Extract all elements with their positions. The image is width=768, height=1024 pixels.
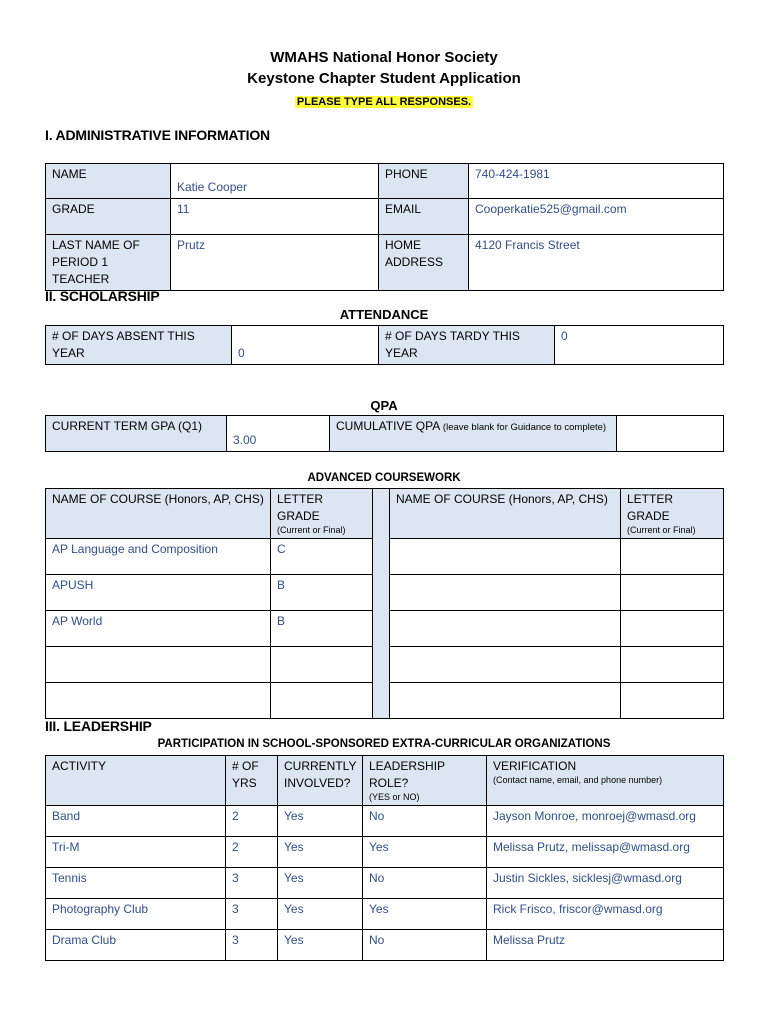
cumulative-field[interactable]: [617, 416, 724, 452]
activities-table: [45, 755, 724, 961]
email-field[interactable]: Cooperkatie525@gmail.com: [469, 199, 724, 235]
coursework-table: [45, 488, 724, 719]
course-grade-field[interactable]: [621, 575, 724, 611]
course-field[interactable]: AP World: [46, 611, 271, 647]
grade-col-note-left: (Current or Final): [277, 525, 346, 535]
tardy-label: # OF DAYS TARDY THIS YEAR: [379, 326, 555, 365]
attendance-table: [45, 325, 724, 365]
role-field[interactable]: No: [363, 806, 487, 837]
activity-row: [46, 930, 724, 961]
course-grade-field[interactable]: B: [271, 575, 373, 611]
address-field[interactable]: 4120 Francis Street: [469, 235, 724, 291]
current-field[interactable]: Yes: [278, 837, 363, 868]
yrs-field[interactable]: 3: [226, 930, 278, 961]
course-grade-field[interactable]: C: [271, 539, 373, 575]
name-label: NAME: [46, 164, 171, 199]
coursework-title: ADVANCED COURSEWORK: [307, 472, 461, 484]
activity-row: [46, 806, 724, 837]
cumulative-note: (leave blank for Guidance to complete): [442, 422, 607, 433]
course-field[interactable]: [390, 539, 621, 575]
yrs-field[interactable]: 3: [226, 899, 278, 930]
teacher-field[interactable]: Prutz: [171, 235, 379, 291]
course-grade-field[interactable]: [621, 683, 724, 719]
grade-col-header-right: [621, 489, 724, 539]
name-field[interactable]: Katie Cooper: [171, 164, 379, 199]
course-field[interactable]: [390, 611, 621, 647]
current-field[interactable]: Yes: [278, 930, 363, 961]
yrs-col-line1: # OF: [232, 759, 259, 773]
grade-col-label-right: LETTER GRADE: [627, 492, 674, 523]
current-col-line1: CURRENTLY: [284, 759, 357, 773]
role-col-label: LEADERSHIP ROLE?: [369, 759, 445, 790]
address-label-line1: HOME: [385, 238, 421, 252]
yrs-col-line2: YRS: [232, 776, 257, 790]
current-col-header: [278, 756, 363, 806]
cumulative-label-text: CUMULATIVE QPA: [336, 419, 440, 433]
verify-col-header: [487, 756, 724, 806]
participation-title: PARTICIPATION IN SCHOOL-SPONSORED EXTRA-CURRICULAR ORGANIZATIONS: [157, 738, 611, 750]
activity-row: [46, 899, 724, 930]
phone-field[interactable]: 740-424-1981: [469, 164, 724, 199]
qpa-title: QPA: [370, 398, 398, 413]
course-grade-field[interactable]: [271, 683, 373, 719]
gpa-field[interactable]: 3.00: [227, 416, 330, 452]
phone-label: PHONE: [379, 164, 469, 199]
course-field[interactable]: [46, 683, 271, 719]
email-label: EMAIL: [379, 199, 469, 235]
absent-label: # OF DAYS ABSENT THIS YEAR: [46, 326, 232, 365]
address-label: [379, 235, 469, 291]
type-notice: PLEASE TYPE ALL RESPONSES.: [296, 96, 472, 108]
section-scholarship-title: II. SCHOLARSHIP: [45, 288, 160, 304]
role-field[interactable]: No: [363, 930, 487, 961]
yrs-field[interactable]: 2: [226, 837, 278, 868]
gpa-label: CURRENT TERM GPA (Q1): [46, 416, 227, 452]
course-col-header-right: NAME OF COURSE (Honors, AP, CHS): [390, 489, 621, 539]
course-field[interactable]: [46, 647, 271, 683]
teacher-label-line2: PERIOD 1 TEACHER: [52, 255, 110, 286]
role-col-note: (YES or NO): [369, 792, 420, 802]
activity-row: [46, 837, 724, 868]
verify-field[interactable]: Melissa Prutz, melissap@wmasd.org: [487, 837, 724, 868]
current-field[interactable]: Yes: [278, 868, 363, 899]
current-field[interactable]: Yes: [278, 899, 363, 930]
course-field[interactable]: [390, 575, 621, 611]
verify-field[interactable]: Jayson Monroe, monroej@wmasd.org: [487, 806, 724, 837]
grade-label: GRADE: [46, 199, 171, 235]
section-admin-title: I. ADMINISTRATIVE INFORMATION: [45, 127, 270, 143]
qpa-table: [45, 415, 724, 452]
role-col-header: [363, 756, 487, 806]
doc-title-line1: WMAHS National Honor Society: [270, 49, 498, 66]
course-field[interactable]: [390, 647, 621, 683]
tardy-field[interactable]: 0: [555, 326, 724, 365]
notice-row: [0, 92, 768, 110]
course-grade-field[interactable]: B: [271, 611, 373, 647]
activity-field[interactable]: Band: [46, 806, 226, 837]
yrs-field[interactable]: 2: [226, 806, 278, 837]
course-field[interactable]: APUSH: [46, 575, 271, 611]
doc-title-line2: Keystone Chapter Student Application: [247, 70, 521, 87]
teacher-label-line1: LAST NAME OF: [52, 238, 140, 252]
activity-field[interactable]: Photography Club: [46, 899, 226, 930]
activity-field[interactable]: Drama Club: [46, 930, 226, 961]
column-divider: [373, 489, 390, 719]
grade-field[interactable]: 11: [171, 199, 379, 235]
admin-table: [45, 163, 724, 291]
activity-row: [46, 868, 724, 899]
current-field[interactable]: Yes: [278, 806, 363, 837]
section-leadership-title: III. LEADERSHIP: [45, 718, 152, 734]
role-field[interactable]: No: [363, 868, 487, 899]
course-field[interactable]: AP Language and Composition: [46, 539, 271, 575]
course-field[interactable]: [390, 683, 621, 719]
course-grade-field[interactable]: [271, 647, 373, 683]
role-field[interactable]: Yes: [363, 837, 487, 868]
activity-field[interactable]: Tennis: [46, 868, 226, 899]
verify-field[interactable]: Rick Frisco, friscor@wmasd.org: [487, 899, 724, 930]
yrs-field[interactable]: 3: [226, 868, 278, 899]
cumulative-label: [330, 416, 617, 452]
role-field[interactable]: Yes: [363, 899, 487, 930]
course-grade-field[interactable]: [621, 539, 724, 575]
grade-col-label-left: LETTER GRADE: [277, 492, 324, 523]
current-col-line2: INVOLVED?: [284, 776, 351, 790]
address-label-line2: ADDRESS: [385, 255, 444, 269]
activity-col-header: ACTIVITY: [46, 756, 226, 806]
verify-col-note: (Contact name, email, and phone number): [493, 775, 663, 785]
yrs-col-header: [226, 756, 278, 806]
verify-field[interactable]: Melissa Prutz: [487, 930, 724, 961]
absent-field[interactable]: 0: [232, 326, 379, 365]
grade-col-header-left: [271, 489, 373, 539]
verify-col-label: VERIFICATION: [493, 759, 577, 773]
attendance-title: ATTENDANCE: [339, 307, 429, 322]
activity-field[interactable]: Tri-M: [46, 837, 226, 868]
course-col-header-left: NAME OF COURSE (Honors, AP, CHS): [46, 489, 271, 539]
teacher-label: [46, 235, 171, 291]
course-grade-field[interactable]: [621, 611, 724, 647]
course-grade-field[interactable]: [621, 647, 724, 683]
verify-field[interactable]: Justin Sickles, sicklesj@wmasd.org: [487, 868, 724, 899]
grade-col-note-right: (Current or Final): [627, 525, 696, 535]
